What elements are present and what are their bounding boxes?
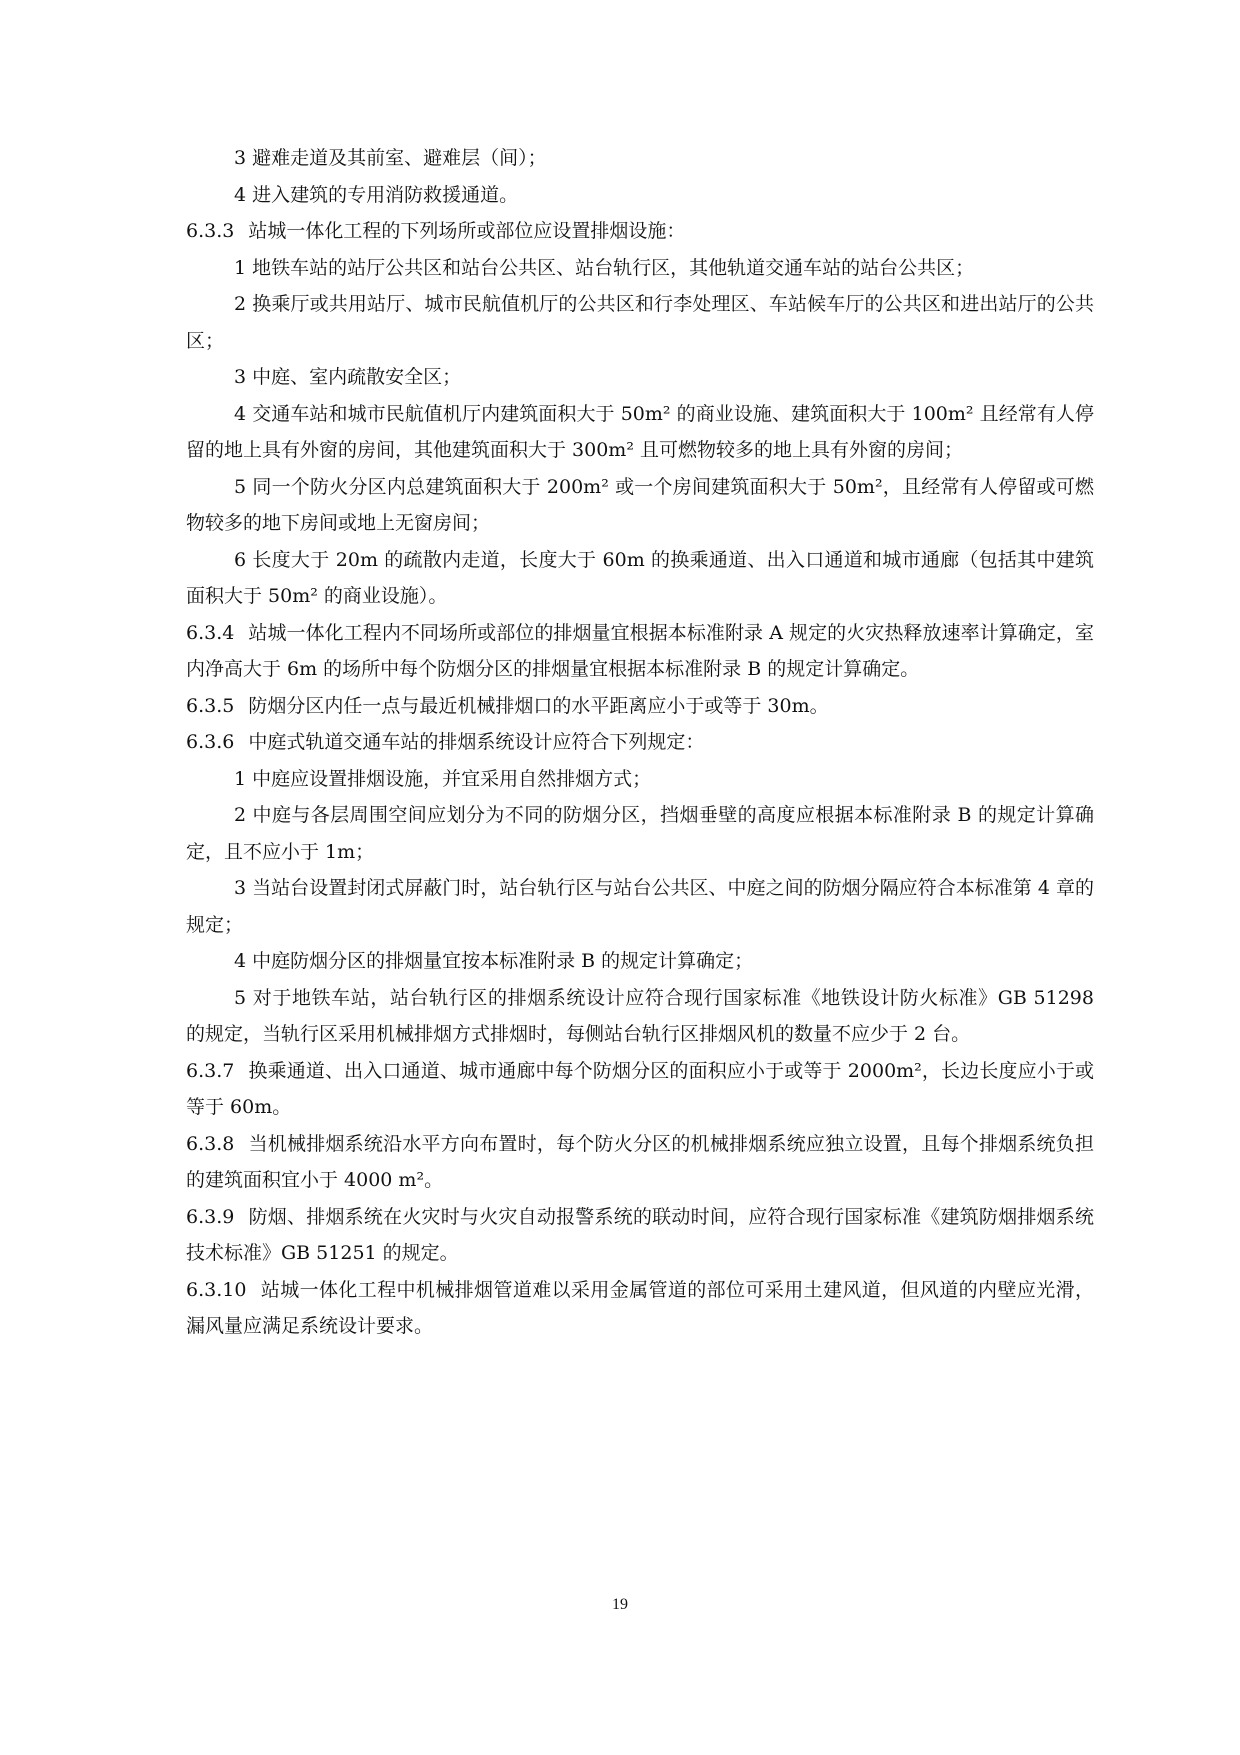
- clause-6-3-7: 6.3.7 换乘通道、出入口通道、城市通廊中每个防烟分区的面积应小于或等于 2000m²，长边长度应小于或等于 60m。: [186, 1059, 1094, 1118]
- list-item: 1 地铁车站的站厅公共区和站台公共区、站台轨行区，其他轨道交通车站的站台公共区；: [234, 256, 975, 279]
- clause-number: 6.3.10: [186, 1278, 247, 1301]
- list-item: 4 进入建筑的专用消防救援通道。: [234, 183, 519, 206]
- list-item: 6 长度大于 20m 的疏散内走道，长度大于 60m 的换乘通道、出入口通道和城市通廊（包括其中建筑面积大于 50m² 的商业设施）。: [186, 548, 1094, 607]
- list-item: 1 中庭应设置排烟设施，并宜采用自然排烟方式；: [234, 767, 652, 790]
- clause-6-3-9: 6.3.9 防烟、排烟系统在火灾时与火灾自动报警系统的联动时间，应符合现行国家标准《建筑防烟排烟系统技术标准》GB 51251 的规定。: [186, 1205, 1094, 1264]
- list-item: 5 对于地铁车站，站台轨行区的排烟系统设计应符合现行国家标准《地铁设计防火标准》GB 51298 的规定，当轨行区采用机械排烟方式排烟时，每侧站台轨行区排烟风机的数量不应少于 2 台。: [186, 986, 1094, 1045]
- clause-number: 6.3.8: [186, 1132, 235, 1155]
- clause-6-3-4: 6.3.4 站城一体化工程内不同场所或部位的排烟量宜根据本标准附录 A 规定的火灾热释放速率计算确定，室内净高大于 6m 的场所中每个防烟分区的排烟量宜根据本标准附录 B 的规定计算确定。: [186, 621, 1094, 680]
- clause-6-3-6: 6.3.6 中庭式轨道交通车站的排烟系统设计应符合下列规定：: [186, 731, 705, 753]
- list-item: 3 避难走道及其前室、避难层（间）；: [234, 147, 547, 169]
- body-text: [186, 140, 1094, 1345]
- clause-number: 6.3.7: [186, 1059, 235, 1082]
- list-item: 5 同一个防火分区内总建筑面积大于 200m² 或一个房间建筑面积大于 50m²，且经常有人停留或可燃物较多的地下房间或地上无窗房间；: [186, 475, 1094, 534]
- clause-6-3-3: 6.3.3 站城一体化工程的下列场所或部位应设置排烟设施：: [186, 220, 686, 242]
- list-item: 3 当站台设置封闭式屏蔽门时，站台轨行区与站台公共区、中庭之间的防烟分隔应符合本标准第 4 章的规定；: [186, 877, 1094, 936]
- list-item: 2 中庭与各层周围空间应划分为不同的防烟分区，挡烟垂壁的高度应根据本标准附录 B 的规定计算确定，且不应小于 1m；: [186, 804, 1094, 863]
- clause-number: 6.3.5: [186, 694, 235, 717]
- page-number: 19: [612, 1596, 628, 1613]
- clause-number: 6.3.3: [186, 220, 235, 242]
- clause-6-3-10: 6.3.10 站城一体化工程中机械排烟管道难以采用金属管道的部位可采用土建风道，但风道的内壁应光滑，漏风量应满足系统设计要求。: [186, 1278, 1094, 1337]
- list-item: 3 中庭、室内疏散安全区；: [234, 366, 462, 388]
- clause-number: 6.3.9: [186, 1205, 235, 1228]
- clause-number: 6.3.4: [186, 621, 235, 644]
- clause-number: 6.3.6: [186, 731, 235, 753]
- list-item: 2 换乘厅或共用站厅、城市民航值机厅的公共区和行李处理区、车站候车厅的公共区和进出站厅的公共区；: [186, 293, 1094, 352]
- clause-6-3-5: 6.3.5 防烟分区内任一点与最近机械排烟口的水平距离应小于或等于 30m。: [186, 694, 829, 717]
- list-item: 4 交通车站和城市民航值机厅内建筑面积大于 50m² 的商业设施、建筑面积大于 100m² 且经常有人停留的地上具有外窗的房间，其他建筑面积大于 300m² 且可燃物较多的地上具有外窗的房间；: [186, 402, 1094, 461]
- list-item: 4 中庭防烟分区的排烟量宜按本标准附录 B 的规定计算确定；: [234, 950, 754, 972]
- clause-6-3-8: 6.3.8 当机械排烟系统沿水平方向布置时，每个防火分区的机械排烟系统应独立设置，且每个排烟系统负担的建筑面积宜小于 4000 m²。: [186, 1132, 1094, 1191]
